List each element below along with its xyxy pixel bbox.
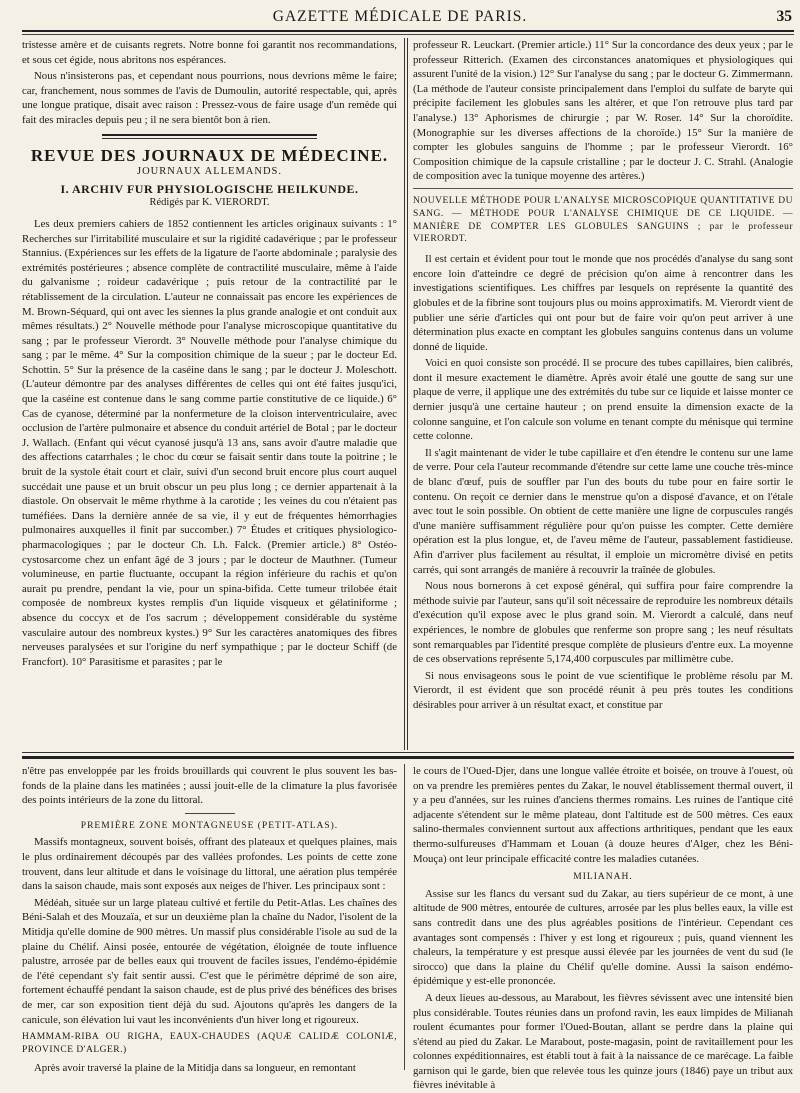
article-heading: NOUVELLE MÉTHODE POUR L'ANALYSE MICROSCOPIQUE QUANTITATIVE DU SANG. — MÉTHODE POUR L'ANALYSE CHIMIQUE DE CE LIQUIDE. — MANIÈRE DE COMPTER LES GLOBULES SANGUINS ; par le professeur VIERORDT. <box>413 188 793 246</box>
upper-right-column <box>413 38 793 750</box>
editor-credit: Rédigés par K. VIERORDT. <box>149 197 270 209</box>
journals-subheading: JOURNAUX ALLEMANDS. <box>136 166 282 178</box>
paragraph: Nous n'insisterons pas, et cependant nous pourrions, nous devrions même le faire; car, franchement, nous sommes de l'avis de Dumoulin, autorité respectable, qui, après une longue pratique, disait avec raison : Pressez-vous de faire usage d'un remède qui fait des miracles depuis peu ; il ne sera bientôt bon à rien. <box>22 70 397 126</box>
short-divider <box>185 813 235 814</box>
feuilleton-rule-thick <box>22 756 794 759</box>
review-title: REVUE DES JOURNAUX DE MÉDECINE. <box>30 145 389 165</box>
hammam-heading: HAMMAM-RIBA OU RIGHA, EAUX-CHAUDES (AQUÆ CALIDÆ COLONIÆ, PROVINCE D'ALGER.) <box>22 1032 397 1055</box>
journal-title: GAZETTE MÉDICALE DE PARIS. <box>272 8 528 25</box>
paragraph: Assise sur les flancs du versant sud du Zakar, au tiers supérieur de ce mont, à une altitude de 900 mètres, entourée de cultures, arrosée par les plus belles eaux, la ville est sans contredit dans une des plus agréables positions de l'intérieur. Cependant ces avantages sont compensés : l'hiver y est long et rigoureux ; puis, quand viennent les chaleurs, la température y est presque aussi élevée par les journées de vent du sud (le sirocco) que dans la plaine du Chélif qu'elle domine. Aussi la saison endémo-épidémique y est-elle prononcée. <box>413 887 793 988</box>
header-rule-thin <box>22 34 794 35</box>
running-head <box>0 6 800 30</box>
paragraph: Après avoir traversé la plaine de la Mitidja dans sa longueur, en remontant <box>34 1061 356 1074</box>
upper-left-column <box>22 38 397 750</box>
paragraph: Voici en quoi consiste son procédé. Il se procure des tubes capillaires, bien calibrés, dont il mesure exactement le diamètre. Après avoir étalé une goutte de sang sur une plaque de verre, il applique une des extrémités du tube sur ce liquide et laisse monter ce dernier jusqu'à une certaine hauteur ; on prend ensuite la dimension exacte de la colonne sanguine, et l'on calcule son volume en tenant compte du ménisque qui termine cette colonne. <box>413 357 793 443</box>
feuilleton-rule <box>22 752 794 753</box>
paragraph: le cours de l'Oued-Djer, dans une longue vallée étroite et boisée, on trouve à l'ouest, où on va prendre les premières pentes du Zakar, le nouvel établissement thermal ouvert, il y a peu d'années, sur les ruines d'anciens thermes romains. Les ruines de l'antique cité adjacente s'étendent sur le même plateau, dont l'altitude est de 500 mètres. Ces eaux salino-thermales conviennent surtout aux affections arthritiques, pendant que les eaux thermo-sulfureuses d'Hammam et Louan (à douze heures d'Alger, chez les Béni-Mouça) ont leur principale efficacité contre les maladies cutanées. <box>413 765 793 865</box>
paragraph: Si nous envisageons sous le point de vue scientifique le problème résolu par M. Vierordt, il est évident que son procédé réunit à peu près toutes les conditions désirables pour arriver à un résultat exact, et constitue par <box>413 669 793 711</box>
page-number: 35 <box>776 8 792 25</box>
paragraph: Les deux premiers cahiers de 1852 contiennent les articles originaux suivants : 1° Recherches sur l'irritabilité musculaire et sur la rigidité cadavérique ; par le professeur Stannius. (Expériences sur les effets de la ligature de l'aorte abdominale ; paralysie des extrémités postérieures ; absence complète de contractilité musculaire, même à l'aide du galvanisme ; roideur cadavérique ; puis retour de la contractilité par le rétablissement de la circulation. L'auteur ne connaissait pas encore les expériences de M. Brown-Séquard, qui ont avec les siennes la plus grande analogie et ont conduit aux mêmes résultats.) 2° Nouvelle méthode pour l'analyse microscopique quantitative du sang ; par le professeur Vierordt. 3° Nouvelle méthode pour l'analyse chimique du sang ; par le même. 4° Sur la composition chimique de la sueur ; par le docteur Ed. Schottin. 5° Sur la présence de la caséine dans le sang ; par le docteur J. Moleschott. (L'auteur démontre par des analyses différentes de celles qui ont été faites jusqu'ici, que la caséine est contenue dans le sang comme partie constitutive de ce liquide.) 6° Cas de cyanose, déterminé par la nonfermeture de la cloison interventriculaire, avec occlusion de l'artère pulmonaire et absence du conduit artériel de Botal ; par le docteur J. Wallach. (Enfant qui vécut cyanosé jusqu'à 13 ans, sans avoir d'autre maladie que des affections catarrhales ; le choc du cœur se faisait sentir dans toute la poitrine ; le bruit de la systole était court et clair, suivi d'un second bruit encore plus court auquel succédait une pause et un bruit obscur un peu plus long ; ce dernier appartenait à la diastole. On observait le même rhythme à la carotide ; les veines du cou n'étaient pas tuméfiées. Dans la dernière année de sa vie, il y eut de fréquentes hémorrhagies pulmonaires auxquelles il finit par succomber.) 7° Études et critiques physiologico-pharmacologiques ; par le docteur Ch. Lh. Falck. (Premier article.) 8° Ostéo-cystosarcome chez un enfant âgé de 3 jours ; par le docteur de Mauthner. (Tumeur volumineuse, en partie fluctuante, occupant la région inférieure du rachis et qu'on aurait pu prendre, pendant la vie, pour un spina-bifida. Cette tumeur trilobée était composée de nombreux kystes remplis d'un liquide visqueux et gélatiniforme ; absence du coccyx et de l'os sacrum ; développement considérable du système vasculaire autour des nombreux kystes.) 9° Sur les caractères anatomiques des fibres nerveuses paralysées et sur l'origine du nerf sympathique ; par le docteur Schiff (de Francfort). 10° Parasitisme et parasites ; par le <box>22 217 397 668</box>
miliana-heading: MILIANAH. <box>573 872 633 883</box>
paragraph: Massifs montagneux, souvent boisés, offrant des plateaux et quelques plaines, mais le plus ordinairement découpés par des vallées profondes. Les points de cette zone trouvent, dans leur altitude et dans le voisinage du littoral, une aération plus tempérée dans la saison chaude, mais sont exposés aux neiges de l'hiver. Les principaux sont : <box>22 836 397 893</box>
paragraph: professeur R. Leuckart. (Premier article.) 11° Sur la concordance des deux yeux ; par le professeur Ritterich. (Examen des circonstances anatomiques et physiologiques qui assurent l'unité de la vision.) 12° Sur l'analyse du sang ; par le docteur G. Zimmermann. (La méthode de l'auteur consiste principalement dans l'emploi du sulfate de baryte qui précipite facilement les globules sans les altérer, et que l'on retrouve plus tard par l'analyse.) 13° Aphorismes de chirurgie ; par W. Roser. 14° Sur la choroïdite. (Monographie sur les diverses affections de la choroïde.) 15° Sur la manière de compter les globules sanguins de l'homme ; par le professeur Vierordt. 16° Composition chimique de la capsule cristalline ; par le docteur J. C. Strahl. (Analogie de composition avec la tunique moyenne des artères.) <box>413 39 794 183</box>
paragraph: Il est certain et évident pour tout le monde que nos procédés d'analyse du sang sont encore loin d'atteindre ce degré de précision qu'on aime à rencontrer dans les investigations scientifiques. Les chiffres par lesquels on représente la quantité des globules et de la fibrine sont toujours plus ou moins approximatifs. M. Vierordt vient de publier une série d'articles qui ont pour but de faire voir qu'on peut arriver à une détermination plus exacte en comptant les globules sanguins contenus dans un volume donné de liquide. <box>413 253 793 353</box>
lower-left-column <box>22 764 397 1074</box>
paragraph: tristesse amère et de cuisants regrets. Notre bonne foi garantit nos recommandations, et sous cet égide, nous abritons nos espérances. <box>22 39 397 66</box>
section-title: I. ARCHIV FUR PHYSIOLOGISCHE HEILKUNDE. <box>60 181 359 196</box>
paragraph: Il s'agit maintenant de vider le tube capillaire et d'en étendre le contenu sur une lame de verre. Pour cela l'auteur recommande d'étendre sur cette lame une couche très-mince de blanc d'œuf, puis de souffler par l'un des bouts du tube pour en faire sortir le contenu. On reçoit ce dernier dans le menstrue qu'on a disposé d'avance, et on l'étale avec tout le soin possible. On obtient de cette manière une ligne de corpuscules rangés d'une manière suffisamment régulière pour qu'on puisse les compter. Cette dernière opération est la plus longue, et, de l'aveu même de l'auteur, passablement fastidieuse. Afin d'arriver plus facilement au résultat, il emploie un micromètre divisé en petits carrés, qui sont arrangés de manière à recouvrir la traînée de globules. <box>413 446 793 576</box>
header-rule <box>22 30 794 32</box>
zone-heading: PREMIÈRE ZONE MONTAGNEUSE (PETIT-ATLAS). <box>80 820 339 831</box>
paragraph: A deux lieues au-dessous, au Marabout, les fièvres sévissent avec une intensité bien plus considérable. Toutes réunies dans un profond ravin, les eaux limpides de Milianah roulent écumantes pour former l'Oued-Boutan, allant se perdre dans la plaine qui s'étend au pied du Zakar. Le Marabout, poste-magasin, point de ravitaillement pour les colonnes expéditionnaires, est établi tout à fait à la naissance de ce marécage. La faible garnison qui le garde, bien que relevée tous les quinze jours (1846) paye un tribut aux fièvres inévitable à <box>413 991 793 1092</box>
column-divider <box>404 38 408 750</box>
paragraph: Nous nous bornerons à cet exposé général, qui suffira pour faire comprendre la méthode suivie par l'auteur, sans qu'il soit nécessaire de reproduire les nombreux détails d'exécution qu'il expose avec le plus grand soin. M. Vierordt a calculé, dans neuf expériences, le nombre de globules que renferme son propre sang ; les neuf résultats sont remarquables par l'identité presque complète de plusieurs d'entre eux. La moyenne de ces observations représente 5,174,400 corpuscules par millimètre cube. <box>413 580 793 666</box>
paragraph: n'être pas enveloppée par les froids brouillards qui couvrent le plus souvent les bas-fonds de la plaine dans les matinées ; aussi jouit-elle de la climature la plus favorisée des points intérieurs de la zone du littoral. <box>22 765 397 807</box>
section-divider <box>102 134 317 139</box>
paragraph: Médéah, située sur un large plateau cultivé et fertile du Petit-Atlas. Les chaînes des Béni-Salah et des Mouzaïa, et sur un deuxième plan la chaîne du Nador, l'isolent de la Mitidja qu'elle domine de 900 mètres. Un massif plus considérable l'isole au sud de la plaine du Chélif. Ainsi posée, entourée de végétation, éloignée de toute influence palustre, arrosée par de belles eaux qui trouvent de faciles issues, l'endémo-épidémie de l'été cependant s'y fait sentir aussi. C'est que le périmètre déprimé de son aire, fortement échauffé pendant la saison chaude, est de plus privé des bénéfices des brises de mer, car son exposition tient déjà du sud. Ajoutons qu'après les dangers de la canicule, son élévation lui vaut les inconvénients d'un hiver long et rigoureux. <box>22 896 397 1026</box>
column-divider-lower <box>404 764 405 1070</box>
lower-right-column <box>413 764 793 1092</box>
